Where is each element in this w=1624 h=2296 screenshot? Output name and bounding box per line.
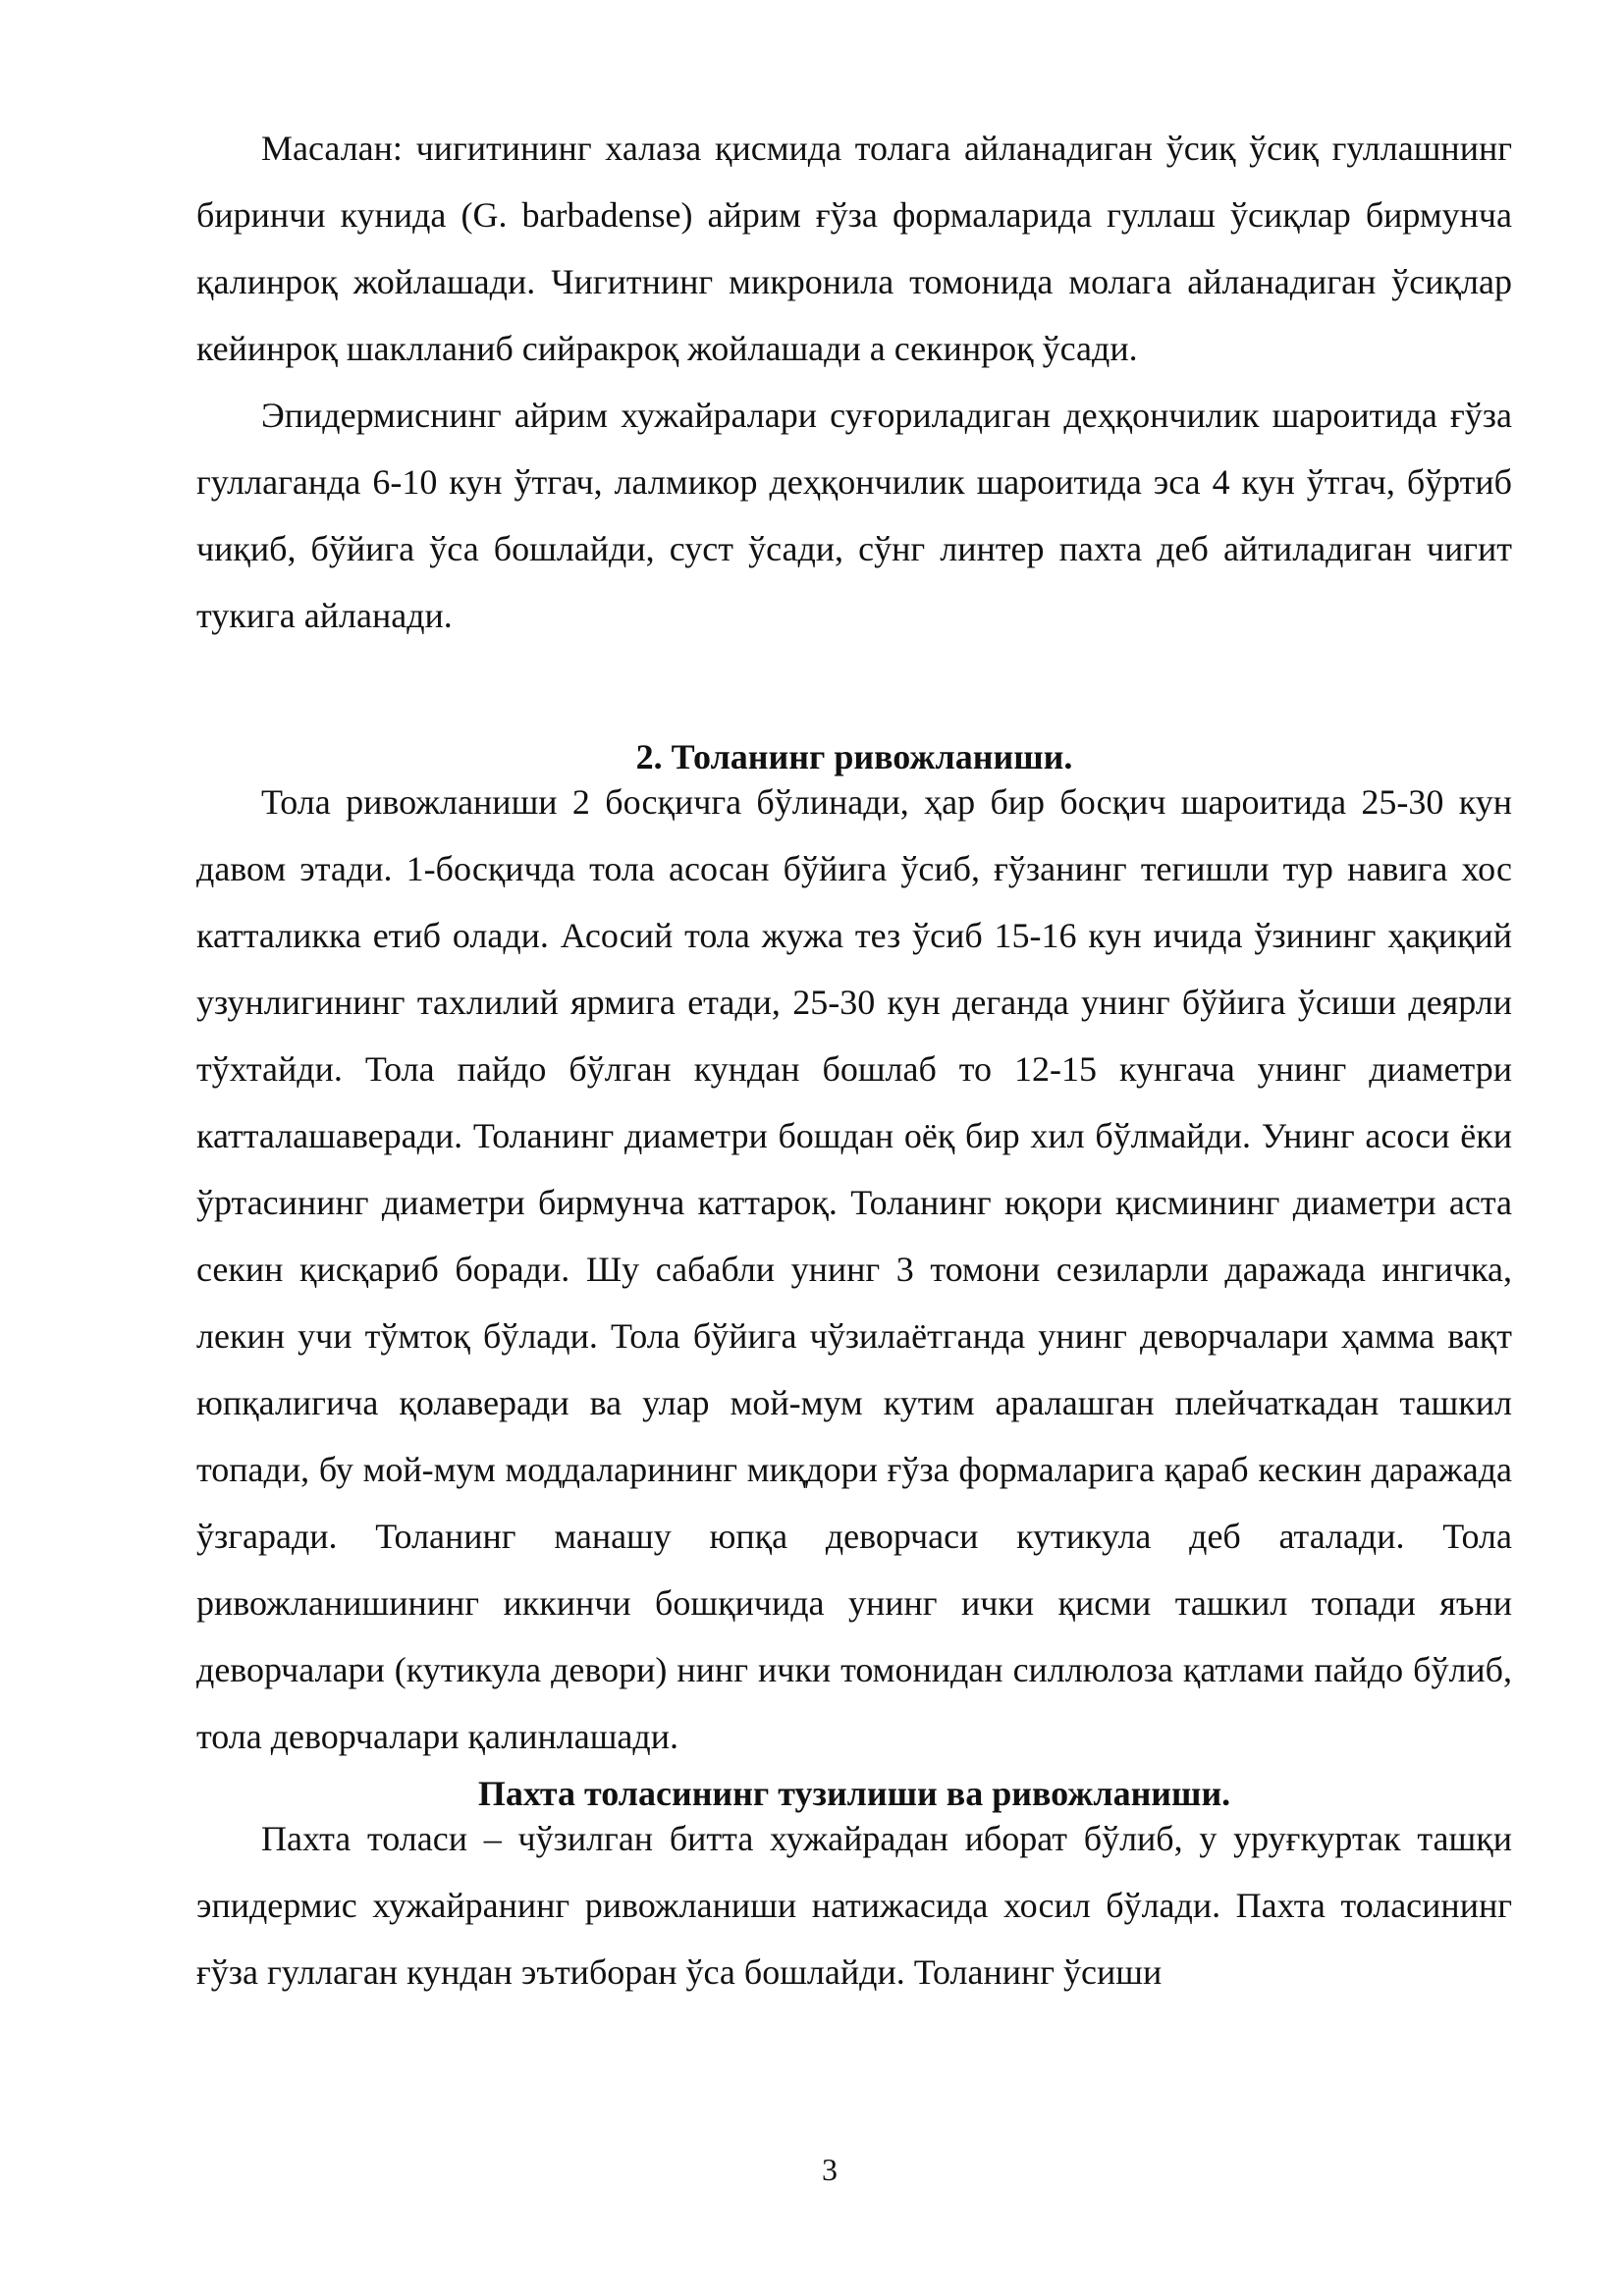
paragraph-halaza: Масалан: чигитининг халаза қисмида толага айланадиган ўсиқ ўсиқ гуллашнинг биринчи кунида (G. barbadense) айрим ғўза формаларида гуллаш ўсиқлар бирмунча қалинроқ жойлашади. Чигитнинг микронила томонида молага айланадиган ўсиқлар кейинроқ шаклланиб сийракроқ жойлашади а секинроқ ўсади.	[196, 129, 1512, 368]
paragraph-fiber-development: Тола ривожланиши 2 босқичга бўлинади, ҳар бир босқич шароитида 25-30 кун давом этади. 1-босқичда тола асосан бўйига ўсиб, ғўзанинг тегишли тур навига хос катталикка етиб олади. Асосий тола жужа тез ўсиб 15-16 кун ичида ўзининг ҳақиқий узунлигининг тахлилий ярмига етади, 25-30 кун деганда унинг бўйига ўсиши деярли тўхтайди. Тола пайдо бўлган кундан бошлаб то 12-15 кунгача унинг диаметри катталашаверади. Толанинг диаметри бошдан оёқ бир хил бўлмайди. Унинг асоси ёки ўртасининг диаметри бирмунча каттароқ. Толанинг юқори қисмининг диаметри аста секин қисқариб боради. Шу сабабли унинг 3 томони сезиларли даражада ингичка, лекин учи тўмтоқ бўлади. Тола бўйига чўзилаётганда унинг деворчалари ҳамма вақт юпқалигича қолаверади ва улар мой-мум кутим аралашган плейчаткадан ташкил топади, бу мой-мум моддаларининг миқдори ғўза формаларига қараб кескин даражада ўзгаради. Толанинг манашу юпқа деворчаси кутикула деб аталади. Тола ривожланишининг иккинчи бошқичида унинг ички қисми ташкил топади яъни деворчалари (кутикула девори) нинг ички томонидан силлюлоза қатлами пайдо бўлиб, тола деворчалари қалинлашади.	[196, 782, 1512, 1756]
paragraph-fiber-structure: Пахта толаси – чўзилган битта хужайрадан иборат бўлиб, у уруғкуртак ташқи эпидермис хужайранинг ривожланиши натижасида хосил бўлади. Пахта толасининг ғўза гуллаган кундан эътиборан ўса бошлайди. Толанинг ўсиши	[196, 1819, 1512, 1992]
page-content	[196, 115, 1512, 2005]
paragraph-epidermis: Эпидермиснинг айрим хужайралари суғориладиган деҳқончилик шароитида ғўза гуллаганда 6-10 кун ўтгач, лалмикор деҳқончилик шароитида эса 4 кун ўтгач, бўртиб чиқиб, бўйига ўса бошлайди, суст ўсади, сўнг линтер пахта деб айтиладиган чигит тукига айланади.	[196, 396, 1512, 635]
page-number: 3	[822, 2152, 838, 2187]
section-heading: 2. Толанинг ривожланиши.	[635, 737, 1073, 776]
subheading-fiber-structure: Пахта толасининг тузилиши ва ривожланиши.	[477, 1774, 1231, 1813]
